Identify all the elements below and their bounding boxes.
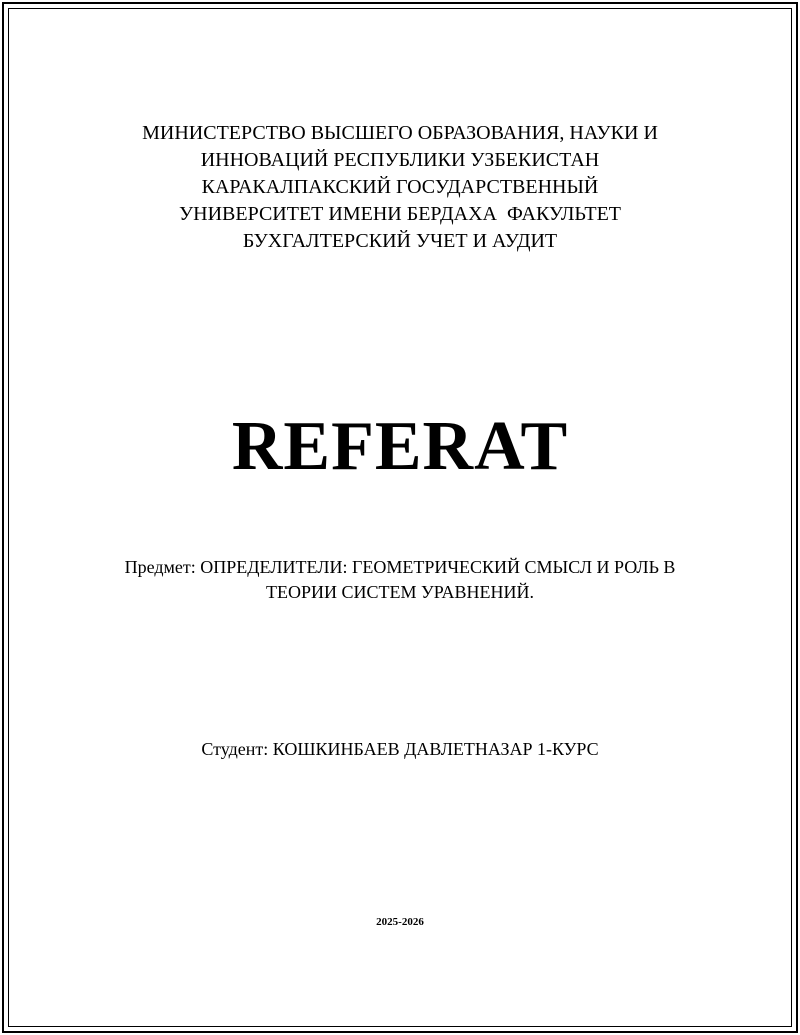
header-line-2: ИННОВАЦИЙ РЕСПУБЛИКИ УЗБЕКИСТАН [200, 149, 600, 171]
institution-header [60, 120, 740, 255]
subject-line-1 [60, 555, 740, 580]
header-line-5: БУХГАЛТЕРСКИЙ УЧЕТ И АУДИТ [242, 230, 558, 252]
student-label: Студент: [201, 739, 269, 759]
header-line-3: КАРАКАЛПАКСКИЙ ГОСУДАРСТВЕННЫЙ [201, 176, 599, 198]
student-name: КОШКИНБАЕВ ДАВЛЕТНАЗАР 1-КУРС [272, 739, 599, 759]
header-line-1: МИНИСТЕРСТВО ВЫСШЕГО ОБРАЗОВАНИЯ, НАУКИ И [142, 122, 658, 144]
academic-year: 2025-2026 [376, 916, 424, 928]
subject-text-line2: ТЕОРИИ СИСТЕМ УРАВНЕНИЙ. [266, 582, 534, 602]
subject-label: Предмет: [124, 557, 196, 577]
student-section [60, 737, 740, 762]
header-line-4: УНИВЕРСИТЕТ ИМЕНИ БЕРДАХА ФАКУЛЬТЕТ [178, 203, 622, 225]
subject-section [60, 555, 740, 605]
subject-text-line1: ОПРЕДЕЛИТЕЛИ: ГЕОМЕТРИЧЕСКИЙ СМЫСЛ И РОЛЬ В [200, 557, 676, 577]
document-title: REFERAT [231, 408, 569, 485]
